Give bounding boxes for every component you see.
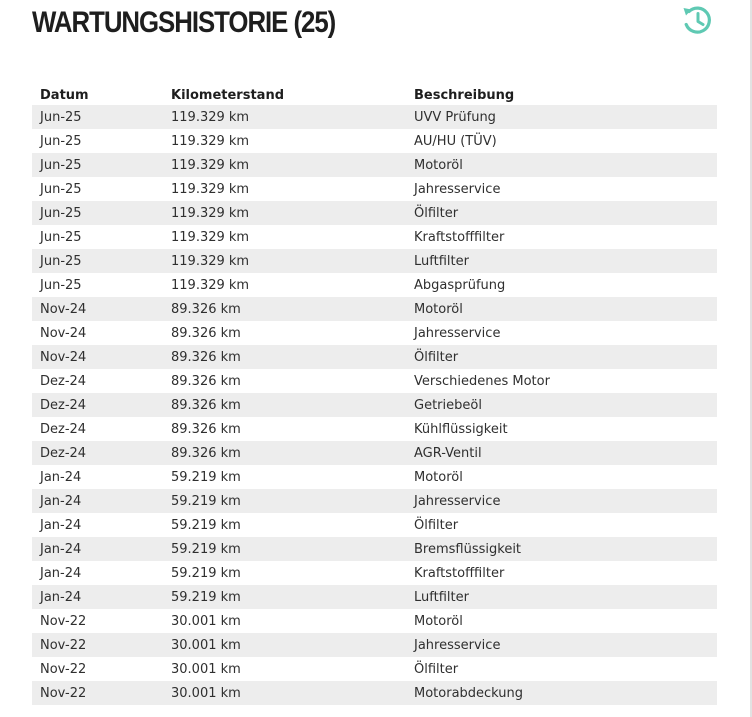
cell-mileage: 119.329 km (171, 133, 250, 149)
table-row (32, 561, 717, 585)
cell-description: AU/HU (TÜV) (414, 133, 497, 149)
table-row (32, 273, 717, 297)
table-row (32, 177, 717, 201)
cell-date: Jan-24 (32, 489, 163, 513)
table-header-row (32, 79, 717, 105)
cell-description: Verschiedenes Motor (414, 373, 550, 389)
cell-date: Jan-24 (40, 517, 82, 533)
cell-date: Dez-24 (32, 441, 163, 465)
cell-mileage: 59.219 km (163, 585, 406, 609)
cell-description: Bremsflüssigkeit (406, 537, 717, 561)
table-row (32, 129, 717, 153)
table-row (32, 393, 717, 417)
cell-date: Jun-25 (32, 249, 163, 273)
cell-mileage: 119.329 km (171, 277, 250, 293)
cell-date: Nov-22 (32, 681, 163, 705)
cell-mileage: 59.219 km (163, 537, 406, 561)
table-row (32, 585, 717, 609)
cell-description: Jahresservice (414, 181, 501, 197)
cell-mileage: 59.219 km (171, 565, 241, 581)
cell-description: Kraftstofffilter (414, 229, 505, 245)
table-row (32, 297, 717, 321)
cell-description: Motoröl (406, 153, 717, 177)
table-row (32, 105, 717, 129)
cell-date: Jun-25 (40, 133, 82, 149)
cell-date: Nov-22 (40, 661, 87, 677)
table-row (32, 513, 717, 537)
cell-mileage: 59.219 km (163, 489, 406, 513)
cell-date: Nov-22 (32, 633, 163, 657)
table-row (32, 609, 717, 633)
cell-mileage: 30.001 km (171, 613, 241, 629)
cell-date: Dez-24 (40, 373, 87, 389)
cell-date: Jan-24 (32, 537, 163, 561)
cell-date: Jun-25 (40, 229, 82, 245)
cell-description: Kühlflüssigkeit (414, 421, 508, 437)
cell-mileage: 89.326 km (163, 441, 406, 465)
table-row (32, 153, 717, 177)
cell-mileage: 89.326 km (171, 325, 241, 341)
table-row (32, 537, 717, 561)
table-row (32, 489, 717, 513)
cell-mileage: 119.329 km (163, 249, 406, 273)
cell-mileage: 119.329 km (163, 105, 406, 129)
table-row (32, 465, 717, 489)
cell-mileage: 119.329 km (163, 201, 406, 225)
cell-date: Dez-24 (32, 393, 163, 417)
cell-date: Jan-24 (32, 585, 163, 609)
cell-description: Ölfilter (406, 201, 717, 225)
cell-date: Nov-22 (40, 613, 87, 629)
table-row (32, 417, 717, 441)
table-row (32, 321, 717, 345)
cell-date: Nov-24 (32, 297, 163, 321)
cell-mileage: 89.326 km (163, 345, 406, 369)
cell-mileage: 119.329 km (163, 153, 406, 177)
cell-date: Jan-24 (40, 469, 82, 485)
cell-description: Ölfilter (414, 517, 459, 533)
history-icon[interactable] (680, 3, 714, 37)
table-row (32, 681, 717, 705)
cell-mileage: 119.329 km (171, 229, 250, 245)
cell-description: Motoröl (406, 297, 717, 321)
cell-description: Ölfilter (414, 661, 459, 677)
cell-description: Jahresservice (414, 325, 501, 341)
table-row (32, 201, 717, 225)
cell-description: Luftfilter (406, 585, 717, 609)
cell-date: Nov-24 (32, 345, 163, 369)
cell-description: Abgasprüfung (414, 277, 506, 293)
cell-description: Motoröl (414, 613, 463, 629)
cell-mileage: 30.001 km (163, 681, 406, 705)
cell-mileage: 119.329 km (171, 181, 250, 197)
cell-date: Jun-25 (32, 201, 163, 225)
cell-description: Kraftstofffilter (414, 565, 505, 581)
cell-description: Jahresservice (406, 633, 717, 657)
column-header-mileage: Kilometerstand (171, 88, 285, 103)
cell-mileage: 89.326 km (171, 373, 241, 389)
cell-description: UVV Prüfung (406, 105, 717, 129)
table-row (32, 345, 717, 369)
cell-mileage: 89.326 km (163, 393, 406, 417)
maintenance-history-table (32, 79, 717, 705)
cell-description: AGR-Ventil (406, 441, 717, 465)
table-row (32, 225, 717, 249)
cell-date: Dez-24 (40, 421, 87, 437)
cell-mileage: 30.001 km (171, 661, 241, 677)
table-row (32, 369, 717, 393)
cell-date: Jun-25 (40, 181, 82, 197)
table-row (32, 249, 717, 273)
cell-date: Jun-25 (40, 277, 82, 293)
cell-description: Jahresservice (406, 489, 717, 513)
cell-date: Jan-24 (40, 565, 82, 581)
page-title: WARTUNGSHISTORIE (25) (32, 6, 336, 39)
table-row (32, 441, 717, 465)
cell-mileage: 30.001 km (163, 633, 406, 657)
cell-mileage: 89.326 km (163, 297, 406, 321)
cell-mileage: 59.219 km (171, 469, 241, 485)
cell-description: Getriebeöl (406, 393, 717, 417)
cell-description: Motorabdeckung (406, 681, 717, 705)
cell-description: Motoröl (414, 469, 463, 485)
cell-date: Jun-25 (32, 153, 163, 177)
cell-date: Jun-25 (32, 105, 163, 129)
cell-mileage: 89.326 km (171, 421, 241, 437)
cell-date: Nov-24 (40, 325, 87, 341)
cell-description: Ölfilter (406, 345, 717, 369)
column-header-description: Beschreibung (414, 88, 515, 103)
cell-description: Luftfilter (406, 249, 717, 273)
table-row (32, 657, 717, 681)
column-header-date: Datum (40, 88, 89, 103)
cell-mileage: 59.219 km (171, 517, 241, 533)
table-row (32, 633, 717, 657)
